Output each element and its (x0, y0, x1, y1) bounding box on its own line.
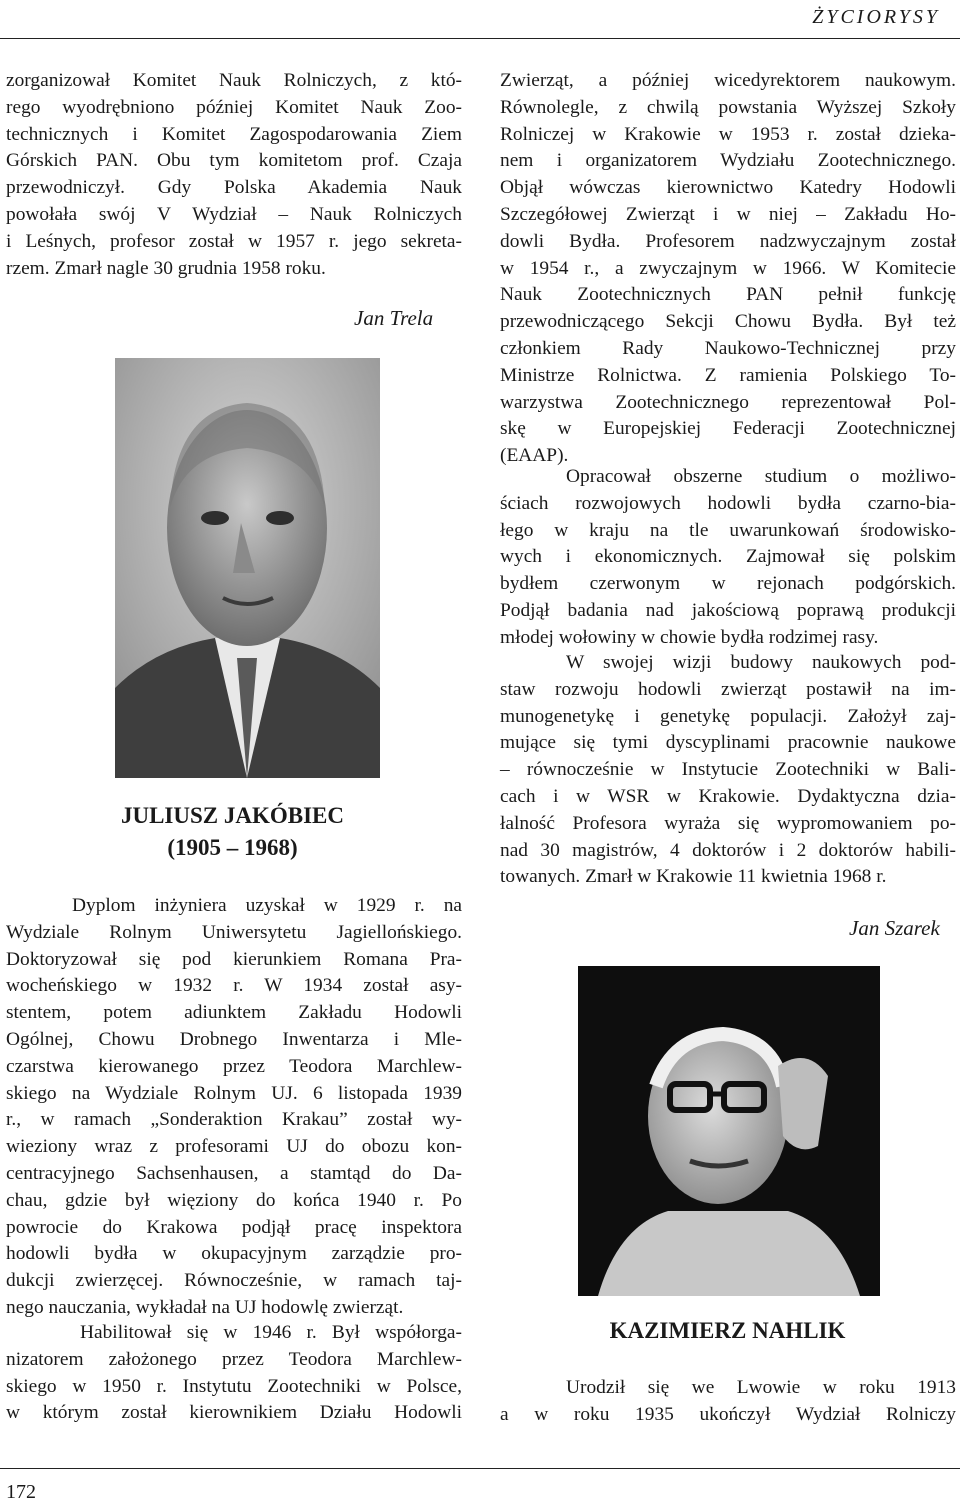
text-line: mujące się tymi dyscyplinami pracownie naukowe (500, 732, 956, 754)
text-line: rego wyodrębniono później Komitet Nauk Zoo- (6, 96, 462, 118)
text-line: Nauk Zootechnicznych PAN pełnił funkcję (500, 284, 956, 306)
text-line: cach i w WSR w Krakowie. Dydaktyczna dzia- (500, 785, 956, 807)
page-number: 172 (6, 1481, 36, 1503)
text-line: Ogólnej, Chowu Drobnego Inwentarza i Mle- (6, 1028, 462, 1050)
text-line: i Leśnych, profesor został w 1957 r. jego sekreta- (6, 230, 462, 252)
text-line: wieziony wraz z profesorami UJ do obozu kon- (6, 1136, 462, 1158)
text-line: łego w kraju na tle uwarunkowań środowisko- (500, 519, 956, 541)
text-line: w 1954 r., a zwyczajnym w 1966. W Komitecie (500, 257, 956, 279)
text-line: Podjął badania nad jakościową poprawą produkcji (500, 599, 956, 621)
header-divider (0, 38, 960, 39)
text-line: skiego w 1950 r. Instytutu Zootechniki w Polsce, (6, 1375, 462, 1397)
text-line: bydłem czerwonym w rejonach podgórskich. (500, 573, 956, 595)
text-line: hodowli bydła w okupacyjnym zarządzie pro- (6, 1243, 462, 1265)
text-line: (EAAP). (500, 445, 569, 467)
right-bio-paragraph-4 (500, 1375, 956, 1429)
text-line: Opracował obszerne studium o możliwo- (566, 466, 956, 487)
text-line: przewodniczącego Sekcji Chowu Bydła. Był też (500, 311, 956, 333)
text-line: centracyjnego Sachsenhausen, a stamtąd do Da- (6, 1162, 462, 1184)
right-bio-paragraph-3 (500, 650, 956, 891)
author-signature-2: Jan Szarek (849, 916, 940, 940)
text-line: powrocie do Krakowa podjął pracę inspektora (6, 1216, 462, 1238)
text-line: dowli Bydła. Profesorem nadzwyczajnym został (500, 230, 956, 252)
right-bio-paragraph-2 (500, 464, 956, 652)
text-line: przewodniczył. Gdy Polska Akademia Nauk (6, 177, 462, 199)
text-line: powołała swój V Wydział – Nauk Rolniczych (6, 203, 462, 225)
text-line: Objął wówczas kierownictwo Katedry Hodowli (500, 177, 956, 199)
text-line: wocheńskiego w 1932 r. W 1934 został asy- (6, 975, 462, 997)
bio-years-heading: (1905 – 1968) (167, 835, 298, 860)
text-line: staw rozwoju hodowli zwierząt postawił na im- (500, 678, 956, 700)
text-line: Ministrze Rolnictwa. Z ramienia Polskiego To- (500, 364, 956, 386)
text-line: w którym został kierownikiem Działu Hodowli (6, 1402, 462, 1424)
text-line: Zwierząt, a później wicedyrektorem naukowym. (500, 70, 956, 91)
text-line: Równolegle, z chwilą powstania Wyższej Szkoły (500, 96, 956, 118)
left-top-paragraph (6, 68, 462, 282)
left-bio-paragraph-1 (6, 893, 462, 1322)
text-line: Wydziale Rolnym Uniwersytetu Jagiellońskiego. (6, 921, 462, 943)
text-line: czarstwa kierowanego przez Teodora Marchlew- (6, 1055, 462, 1077)
text-line: członkiem Rady Naukowo-Technicznej przy (500, 337, 956, 359)
text-line: wych i ekonomicznych. Zajmował się polskim (500, 546, 956, 568)
text-line: dukcji zwierzęcej. Równocześnie, w ramach taj- (6, 1270, 462, 1292)
portrait-photo-jakobiec (115, 358, 380, 778)
right-bio-paragraph-1 (500, 68, 956, 470)
text-line: towanych. Zmarł w Krakowie 11 kwietnia 1968 r. (500, 866, 887, 888)
text-line: nego nauczania, wykładał na UJ hodowlę zwierząt. (6, 1296, 404, 1318)
running-title: ŻYCIORYSY (812, 6, 940, 28)
text-line: Górskich PAN. Obu tym komitetom prof. Czaja (6, 150, 462, 172)
text-line: technicznych i Komitet Zagospodarowania Ziem (6, 123, 462, 145)
text-line: Szczegółowej Zwierząt i w niej – Zakładu Ho- (500, 203, 956, 225)
text-line: skiego na Wydziale Rolnym UJ. 6 listopada 1939 (6, 1082, 462, 1104)
left-bio-paragraph-2 (6, 1320, 462, 1427)
text-line: a w roku 1935 ukończył Wydział Rolniczy (500, 1403, 956, 1425)
text-line: Dyplom inżyniera uzyskał w 1929 r. na (72, 895, 462, 916)
bio-name-heading-2: KAZIMIERZ NAHLIK (609, 1318, 846, 1343)
text-line: młodej wołowiny w chowie bydła rodzimej rasy. (500, 626, 879, 648)
text-line: nizatorem założonego przez Teodora Marchlew- (6, 1348, 462, 1370)
text-line: nem i organizatorem Wydziału Zootechnicznego. (500, 150, 956, 172)
text-line: rzem. Zmarł nagle 30 grudnia 1958 roku. (6, 257, 326, 279)
text-line: Urodził się we Lwowie w roku 1913 (566, 1377, 956, 1398)
text-line: warzystwa Zootechnicznego reprezentował Pol- (500, 391, 956, 413)
text-line: stentem, potem adiunktem Zakładu Hodowli (6, 1002, 462, 1024)
text-line: Rolniczej w Krakowie w 1953 r. został dzieka- (500, 123, 956, 145)
footer-divider (0, 1468, 960, 1469)
text-line: nad 30 magistrów, 4 doktorów i 2 doktorów habili- (500, 839, 956, 861)
text-line: zorganizował Komitet Nauk Rolniczych, z któ- (6, 70, 462, 91)
bio-name-heading: JULIUSZ JAKÓBIEC (120, 803, 345, 828)
text-line: r., w ramach „Sonderaktion Krakau” został wy- (6, 1109, 462, 1131)
text-line: Habilitował się w 1946 r. Był współorga- (80, 1322, 462, 1343)
text-line: – równocześnie w Instytucie Zootechniki w Bali- (500, 759, 956, 781)
text-line: skę w Europejskiej Federacji Zootechnicznej (500, 418, 956, 440)
portrait-photo-nahlik (578, 966, 880, 1296)
text-line: W swojej wizji budowy naukowych pod- (566, 652, 956, 673)
text-line: Doktoryzował się pod kierunkiem Romana Pra- (6, 948, 462, 970)
text-line: munogenetykę i genetykę populacji. Założył zaj- (500, 705, 956, 727)
author-signature: Jan Trela (354, 306, 434, 330)
text-line: łalność Profesora wyraża się wypromowaniem po- (500, 812, 956, 834)
text-line: ściach rozwojowych hodowli bydła czarno-bia- (500, 492, 956, 514)
text-line: chau, gdzie był więziony do końca 1940 r. Po (6, 1189, 462, 1211)
